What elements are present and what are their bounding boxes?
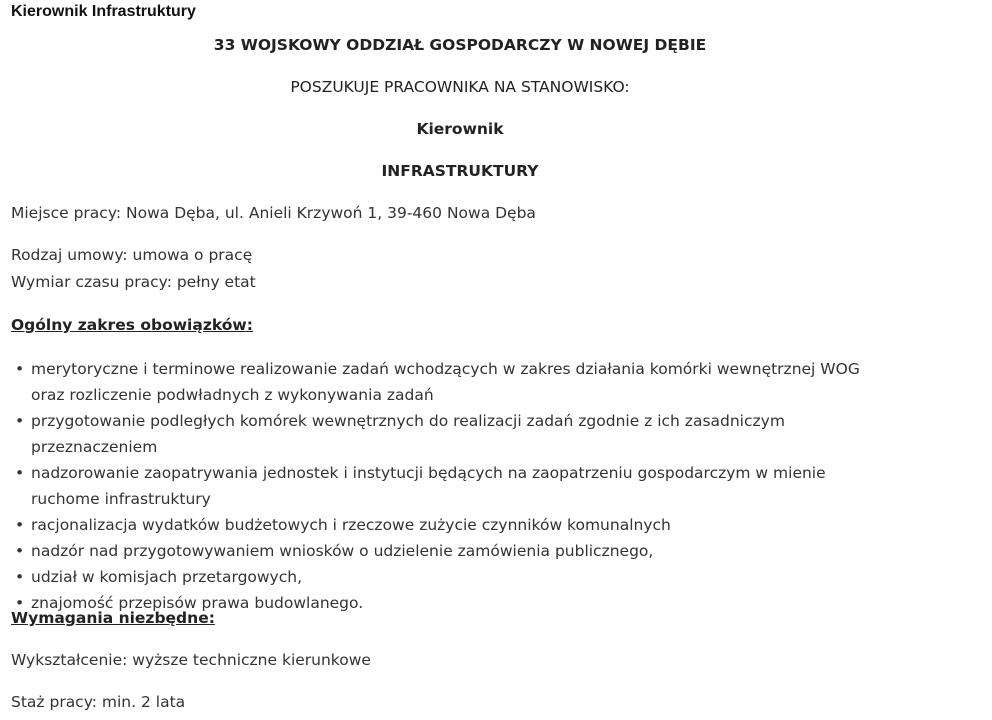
experience-text: Staż pracy: min. 2 lata [11, 693, 186, 711]
list-item: • nadzór nad przygotowywaniem wniosków o udzielenie zamówienia publicznego, [11, 538, 871, 564]
education-text: Wykształcenie: wyższe techniczne kierunkowe [11, 651, 371, 669]
list-item: • przygotowanie podległych komórek wewnętrznych do realizacji zadań zgodnie z ich zasadniczym przeznaczeniem [11, 408, 871, 460]
list-item: • nadzorowanie zaopatrywania jednostek i instytucji będących na zaopatrzeniu gospodarczym w mienie ruchome infrastruktury [11, 460, 871, 512]
duties-list [11, 356, 871, 616]
list-item: • znajomość przepisów prawa budowlanego. [11, 590, 871, 616]
list-item: • racjonalizacja wydatków budżetowych i rzeczowe zużycie czynników komunalnych [11, 512, 871, 538]
page-title: Kierownik Infrastruktury [11, 3, 196, 20]
position-heading-line1: Kierownik [416, 120, 504, 138]
unit-heading: 33 WOJSKOWY ODDZIAŁ GOSPODARCZY W NOWEJ DĘBIE [213, 36, 707, 54]
list-item: • merytoryczne i terminowe realizowanie zadań wchodzących w zakres działania komórki wewnętrznej WOG oraz rozliczenie podwładnych z wykonywania zadań [11, 356, 871, 408]
looking-for-heading: POSZUKUJE PRACOWNIKA NA STANOWISKO: [290, 78, 630, 96]
contract-type-text: Rodzaj umowy: umowa o pracę [11, 246, 253, 264]
working-time-text: Wymiar czasu pracy: pełny etat [11, 273, 256, 291]
workplace-text: Miejsce pracy: Nowa Dęba, ul. Anieli Krzywoń 1, 39-460 Nowa Dęba [11, 204, 536, 222]
list-item: • udział w komisjach przetargowych, [11, 564, 871, 590]
requirements-section-title: Wymagania niezbędne: [11, 609, 215, 627]
duties-section-title: Ogólny zakres obowiązków: [11, 316, 253, 334]
position-heading-line2: INFRASTRUKTURY [381, 162, 539, 180]
